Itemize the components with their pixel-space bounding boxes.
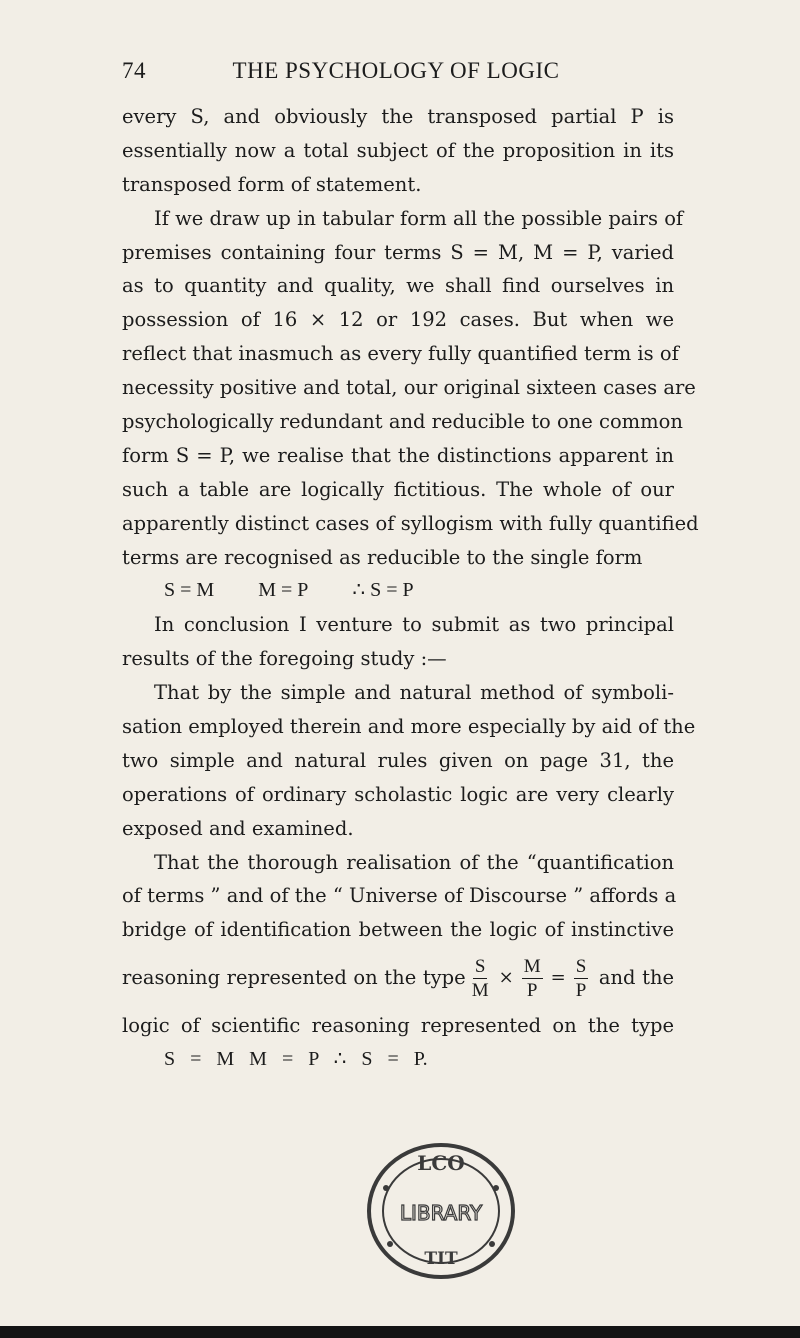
word: reasoning	[122, 966, 221, 990]
text-line: psychologically redundant and reducible to one common	[122, 410, 683, 434]
text-line: essentially now a total subject of the proposition in its	[122, 138, 674, 162]
text-line: results of the foregoing study :—	[122, 647, 447, 671]
text-line: possession of 16 × 12 or 192 cases. But when we	[122, 308, 674, 332]
stamp-middle-text: LIBRARY	[399, 1201, 483, 1225]
fraction-numerator: S	[474, 955, 486, 977]
word: the	[642, 966, 675, 990]
stamp-bottom-text: TIT	[424, 1249, 458, 1269]
formula-premise-minor: M = P	[258, 579, 309, 602]
text-line: bridge of identification between the logic of instinctive	[122, 918, 674, 942]
text-line: form S = P, we realise that the distinctions apparent in	[122, 443, 674, 467]
text-line: logic of scientific reasoning represented on the type	[122, 1014, 674, 1038]
formula-conclusion: ∴ S = P	[352, 579, 414, 602]
text-line: If we draw up in tabular form all the possible pairs of	[154, 206, 684, 230]
word: on	[353, 966, 378, 990]
fraction-s-over-p	[574, 957, 589, 1000]
text-line: That the thorough realisation of the “quantification	[154, 850, 674, 874]
library-stamp	[360, 1136, 522, 1286]
body-text	[122, 100, 699, 1077]
fraction-denominator: P	[575, 979, 587, 1001]
page-number: 74	[122, 58, 146, 83]
fraction-equation-line	[122, 947, 674, 1009]
syllogism-formula-final: S = M M = P ∴ S = P.	[164, 1048, 428, 1071]
running-title: THE PSYCHOLOGY OF LOGIC	[232, 58, 560, 83]
page-header	[122, 58, 670, 92]
text-line: of terms ” and of the “ Universe of Discourse ” affords a	[122, 884, 677, 908]
fraction-denominator: M	[471, 979, 489, 1001]
formula-premise-major: S = M	[164, 579, 215, 602]
scan-edge-bar	[0, 1326, 800, 1338]
text-line: apparently distinct cases of syllogism with fully quantified	[122, 511, 699, 535]
text-line: That by the simple and natural method of symboli-	[154, 681, 674, 705]
fraction-s-over-m	[470, 957, 491, 1000]
text-line: reflect that inasmuch as every fully quantified term is of	[122, 342, 679, 366]
fraction-m-over-p	[522, 957, 543, 1000]
fraction-numerator: M	[523, 955, 541, 977]
library-stamp-graphic	[360, 1136, 522, 1286]
word: type	[422, 966, 466, 990]
text-line: as to quantity and quality, we shall find ourselves in	[122, 274, 674, 298]
word: the	[384, 966, 417, 990]
fraction-denominator: P	[526, 979, 538, 1001]
word: represented	[226, 966, 347, 990]
text-line: sation employed therein and more especially by aid of the	[122, 715, 696, 739]
text-line: premises containing four terms S = M, M = P, varied	[122, 240, 674, 264]
text-line: two simple and natural rules given on page 31, the	[122, 748, 674, 772]
times-sign: ×	[498, 967, 514, 989]
text-line: exposed and examined.	[122, 816, 354, 840]
text-line: In conclusion I venture to submit as two principal	[154, 613, 674, 637]
syllogism-formula	[122, 574, 674, 608]
fraction-numerator: S	[575, 955, 587, 977]
text-line: transposed form of statement.	[122, 172, 422, 196]
text-line: necessity positive and total, our original sixteen cases are	[122, 376, 696, 400]
equals-sign: =	[550, 967, 566, 989]
text-line: such a table are logically fictitious. The whole of our	[122, 477, 674, 501]
word: and	[598, 966, 636, 990]
text-line: terms are recognised as reducible to the single form	[122, 545, 643, 569]
stamp-top-text: LCO	[417, 1151, 465, 1175]
text-line: operations of ordinary scholastic logic are very clearly	[122, 782, 674, 806]
text-line: every S, and obviously the transposed partial P is	[122, 105, 674, 128]
